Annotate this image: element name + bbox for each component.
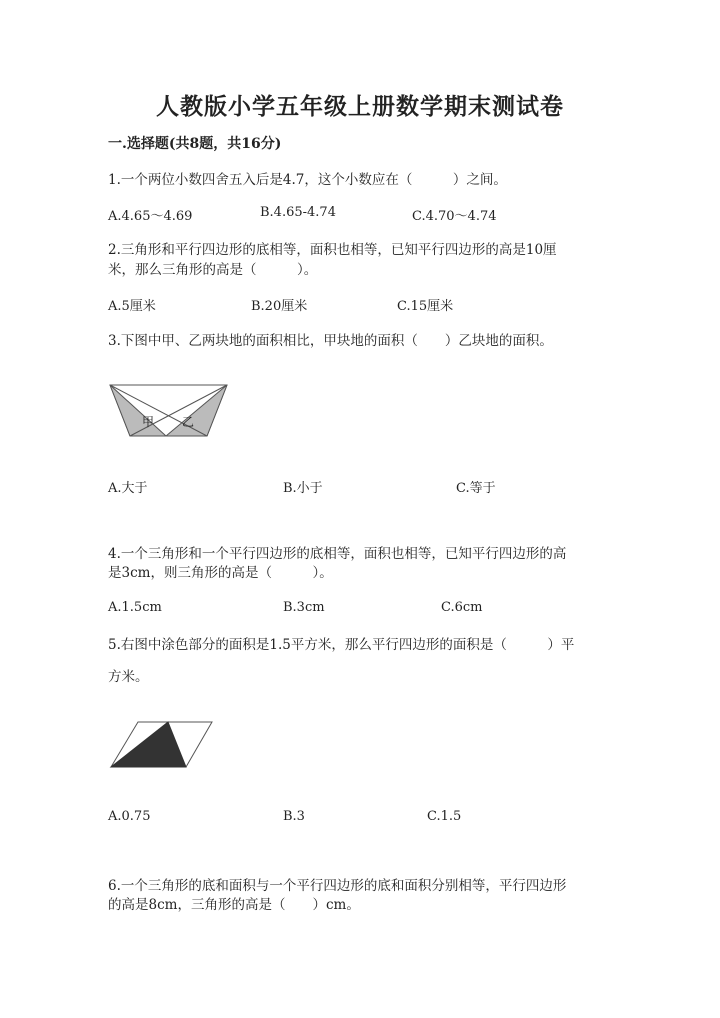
triangle-yi-shape (166, 385, 227, 436)
question-2-option-a: A.5厘米 (108, 299, 156, 314)
trapezoid-figure (108, 381, 230, 441)
question-3-option-b: B.小于 (283, 481, 323, 496)
question-2-text-line-1: 2.三角形和平行四边形的底相等，面积也相等，已知平行四边形的高是10厘 (108, 242, 557, 258)
question-3-text: 3.下图中甲、乙两块地的面积相比，甲块地的面积（ ）乙块地的面积。 (108, 333, 553, 349)
question-3-option-c: C.等于 (456, 481, 496, 496)
label-yi: 乙 (182, 415, 195, 429)
page-title: 人教版小学五年级上册数学期末测试卷 (156, 93, 564, 120)
parallelogram-figure (108, 720, 214, 770)
question-4-option-b: B.3cm (283, 600, 325, 615)
question-4-option-a: A.1.5cm (108, 600, 162, 615)
question-4-option-c: C.6cm (441, 600, 483, 615)
question-6-text-line-2: 的高是8cm，三角形的高是（ ）cm。 (108, 897, 360, 913)
question-1-option-c: C.4.70～4.74 (412, 209, 497, 224)
question-4-text-line-2: 是3cm，则三角形的高是（ ）。 (108, 565, 333, 581)
question-6-text-line-1: 6.一个三角形的底和面积与一个平行四边形的底和面积分别相等，平行四边形 (108, 878, 567, 894)
question-5-option-a: A.0.75 (108, 809, 151, 824)
question-5-option-b: B.3 (283, 809, 305, 824)
question-1-option-a: A.4.65～4.69 (108, 209, 193, 224)
question-1-option-b: B.4.65-4.74 (260, 205, 336, 220)
section-heading: 一.选择题(共8题，共16分) (108, 136, 282, 152)
question-2-text-line-2: 米，那么三角形的高是（ ）。 (108, 262, 318, 278)
label-jia: 甲 (142, 415, 155, 429)
question-1-text: 1.一个两位小数四舍五入后是4.7，这个小数应在（ ）之间。 (108, 172, 507, 188)
question-4-text-line-1: 4.一个三角形和一个平行四边形的底相等，面积也相等，已知平行四边形的高 (108, 546, 567, 562)
question-3-option-a: A.大于 (108, 481, 148, 496)
shaded-triangle (111, 722, 186, 767)
question-2-option-b: B.20厘米 (251, 299, 308, 314)
question-5-option-c: C.1.5 (427, 809, 462, 824)
question-2-option-c: C.15厘米 (397, 299, 454, 314)
question-5-text-line-1: 5.右图中涂色部分的面积是1.5平方米，那么平行四边形的面积是（ ）平 (108, 637, 575, 653)
question-5-text-line-2: 方米。 (108, 669, 149, 685)
